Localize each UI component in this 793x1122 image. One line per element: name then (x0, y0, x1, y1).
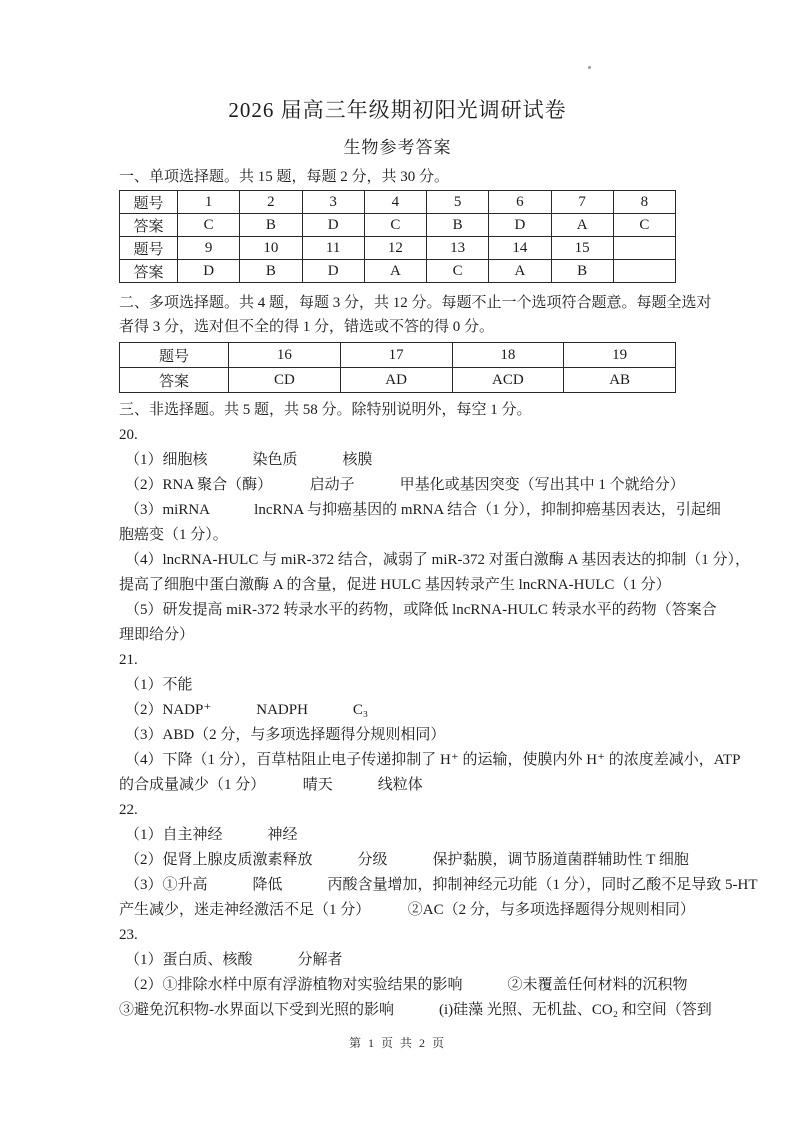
table-cell: 17 (340, 343, 452, 368)
table-cell: A (489, 260, 551, 283)
table-cell: 16 (229, 343, 341, 368)
table-cell: 答案 (120, 260, 178, 283)
section-1-heading: 一、单项选择题。共 15 题，每题 2 分，共 30 分。 (119, 169, 450, 185)
table-cell: 7 (551, 191, 613, 214)
table-cell: CD (229, 368, 341, 393)
text-line: （4）lncRNA-HULC 与 miR-372 结合，减弱了 miR-372 对蛋白激酶 A 基因表达的抑制（1 分）， (125, 552, 751, 568)
text-line: （3）ABD（2 分，与多项选择题得分规则相同） (125, 727, 446, 743)
text-line: （2）RNA 聚合（酶） 启动子 甲基化或基因突变（写出其中 1 个就给分） (125, 477, 685, 493)
text-line: 者得 3 分，选对但不全的得 1 分，错选或不答的得 0 分。 (119, 318, 495, 335)
table-row (120, 237, 676, 260)
table-cell: 5 (427, 191, 489, 214)
stray-scan-mark (588, 66, 591, 69)
table-cell: D (178, 260, 240, 283)
text-line: （5）研发提高 miR-372 转录水平的药物，或降低 lncRNA-HULC 转录水平的药物（答案合 (125, 602, 717, 618)
text-line: 二、多项选择题。共 4 题，每题 3 分，共 12 分。每题不止一个选项符合题意。每题全选对 (119, 295, 712, 311)
single-choice-answer-table (119, 190, 676, 283)
text-line: （2）促肾上腺皮质激素释放 分级 保护黏膜，调节肠道菌群辅助性 T 细胞 (125, 852, 689, 868)
table-cell (613, 237, 675, 260)
text-line: 三、非选择题。共 5 题，共 58 分。除特别说明外，每空 1 分。 (119, 402, 532, 418)
table-cell: C (178, 214, 240, 237)
table-cell: 19 (564, 343, 676, 368)
table-cell: AB (564, 368, 676, 393)
text-line: （3）①升高 降低 丙酸含量增加，抑制神经元功能（1 分），同时乙酸不足导致 5-HT (125, 877, 758, 893)
table-cell: B (551, 260, 613, 283)
table-cell (613, 260, 675, 283)
text-line: 胞癌变（1 分）。 (119, 527, 228, 543)
text-line: （1）细胞核 染色质 核膜 (125, 452, 373, 468)
table-row (120, 368, 676, 393)
table-cell: 10 (240, 237, 302, 260)
text-line: （2）①排除水样中原有浮游植物对实验结果的影响 ②未覆盖任何材料的沉积物 (125, 977, 688, 993)
text-line: 23. (119, 927, 138, 943)
answer-body (119, 398, 758, 1023)
table-cell: 15 (551, 237, 613, 260)
multi-choice-answer-table (119, 342, 676, 393)
table-cell: D (489, 214, 551, 237)
text-line: （2）NADP⁺ NADPH C₃ (125, 702, 369, 718)
text-line: 20. (119, 427, 138, 443)
table-cell: 4 (364, 191, 426, 214)
table-cell: 答案 (120, 368, 229, 393)
text-line: 21. (119, 652, 138, 668)
table-cell: AD (340, 368, 452, 393)
text-line: 提高了细胞中蛋白激酶 A 的含量，促进 HULC 基因转录产生 lncRNA-HULC（1 分） (119, 577, 671, 593)
table-cell: C (613, 214, 675, 237)
table-cell: A (364, 260, 426, 283)
table-cell: 答案 (120, 214, 178, 237)
table-row (120, 191, 676, 214)
text-line: 的合成量减少（1 分） 晴天 线粒体 (119, 777, 423, 793)
text-line: （3）miRNA lncRNA 与抑癌基因的 mRNA 结合（1 分），抑制抑癌基因表达，引起细 (125, 502, 721, 518)
section-2-heading (119, 292, 712, 339)
table-cell: B (240, 260, 302, 283)
table-cell: B (427, 214, 489, 237)
table-cell: 13 (427, 237, 489, 260)
text-line: （1）蛋白质、核酸 分解者 (125, 952, 343, 968)
text-line: 产生减少，迷走神经激活不足（1 分） ②AC（2 分，与多项选择题得分规则相同） (119, 902, 695, 918)
table-cell: 6 (489, 191, 551, 214)
table-cell: 9 (178, 237, 240, 260)
table-row (120, 343, 676, 368)
table-cell: 题号 (120, 191, 178, 214)
table-cell: 12 (364, 237, 426, 260)
table-cell: C (364, 214, 426, 237)
table-cell: 3 (302, 191, 364, 214)
page-footer: 第 1 页 共 2 页 (348, 1036, 446, 1050)
table-cell: 题号 (120, 343, 229, 368)
table-cell: 2 (240, 191, 302, 214)
table-row (120, 214, 676, 237)
table-cell: B (240, 214, 302, 237)
text-line: ③避免沉积物-水界面以下受到光照的影响 (i)硅藻 光照、无机盐、CO₂ 和空间（答到 (119, 1002, 712, 1018)
table-row (120, 260, 676, 283)
table-cell: ACD (452, 368, 564, 393)
table-cell: A (551, 214, 613, 237)
table-cell: D (302, 260, 364, 283)
text-line: （1）不能 (125, 677, 193, 693)
page-title: 2026 届高三年级期初阳光调研试卷 (228, 98, 567, 122)
table-cell: D (302, 214, 364, 237)
table-cell: 18 (452, 343, 564, 368)
table-cell: 1 (178, 191, 240, 214)
text-line: 理即给分） (119, 627, 195, 643)
doc-subtitle: 生物参考答案 (343, 138, 452, 157)
table-cell: C (427, 260, 489, 283)
table-cell: 11 (302, 237, 364, 260)
table-cell: 8 (613, 191, 675, 214)
text-line: （4）下降（1 分），百草枯阻止电子传递抑制了 H⁺ 的运输，使膜内外 H⁺ 的浓度差减小，ATP (125, 752, 741, 768)
text-line: （1）自主神经 神经 (125, 827, 298, 843)
table-cell: 14 (489, 237, 551, 260)
table-cell: 题号 (120, 237, 178, 260)
text-line: 22. (119, 802, 138, 818)
